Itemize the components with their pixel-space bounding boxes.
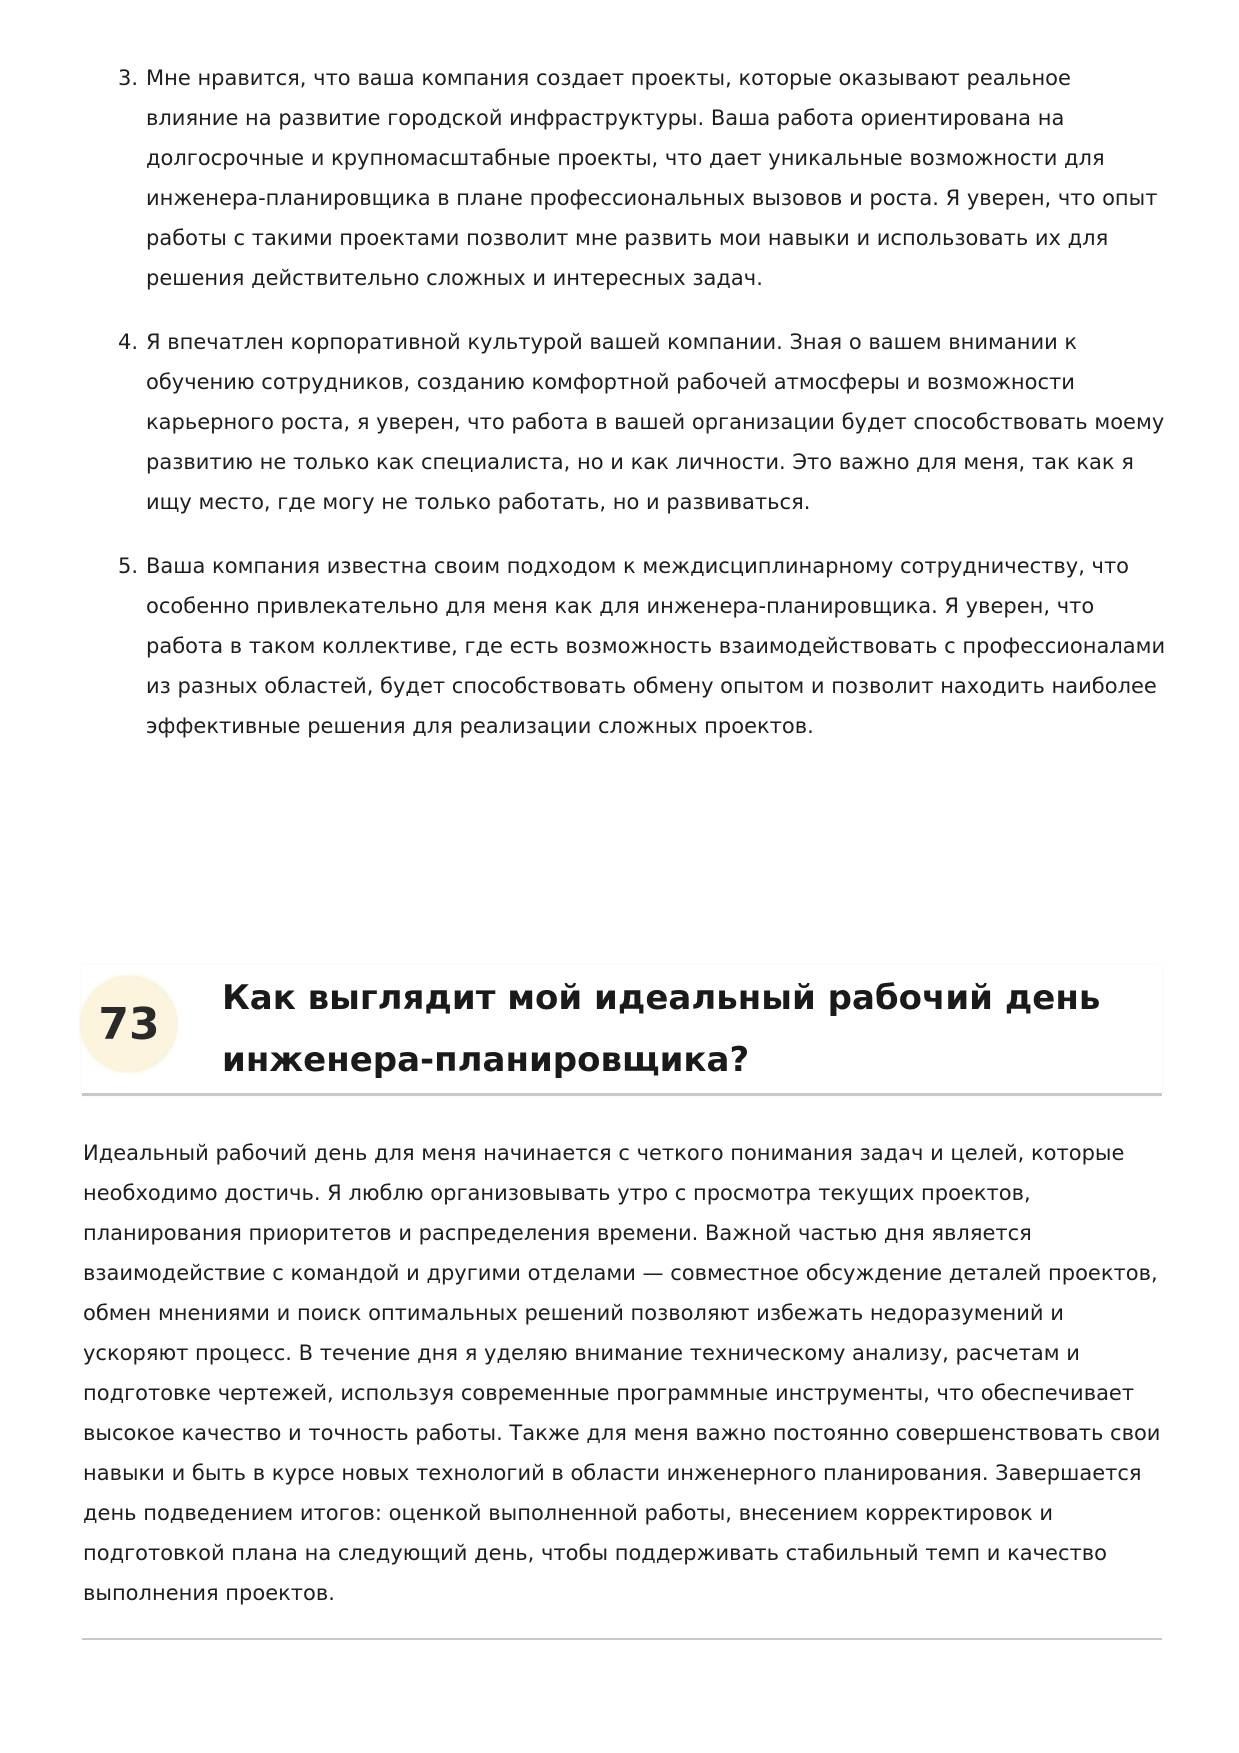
list-item: [0, 58, 1239, 298]
list-item-text: Мне нравится, что ваша компания создает проекты, которые оказывают реальное влияние на развитие городской инфраструктуры. Ваша работа ориентирована на долгосрочные и крупномасштабные проекты, что дает уникальные возможности для инженера-планировщика в плане профессиональных вызовов и роста. Я уверен, что опыт работы с такими проектами позволит мне развить мои навыки и использовать их для решения действительно сложных и интересных задач.: [146, 66, 1158, 290]
list-item-number: 3.: [118, 66, 139, 90]
list-item-text: Ваша компания известна своим подходом к междисциплинарному сотрудничеству, что особенно привлекательно для меня как для инженера-планировщика. Я уверен, что работа в таком коллективе, где есть возможность взаимодействовать с профессионалами из разных областей, будет способствовать обмену опытом и позволит находить наиболее эффективные решения для реализации сложных проектов.: [146, 554, 1166, 738]
list-item: [0, 322, 1239, 522]
section-divider: [82, 1638, 1162, 1640]
question-title: Как выглядит мой идеальный рабочий день инженера-планировщика?: [222, 978, 1101, 1080]
question-header: [82, 965, 1162, 1096]
reasons-list: [0, 58, 1239, 770]
answer-paragraph: Идеальный рабочий день для меня начинается с четкого понимания задач и целей, которые необходимо достичь. Я люблю организовывать утро с просмотра текущих проектов, планирования приоритетов и распределения времени. Важной частью дня является взаимодействие с командой и другими отделами — совместное обсуждение деталей проектов, обмен мнениями и поиск оптимальных решений позволяют избежать недоразумений и ускоряют процесс. В течение дня я уделяю внимание техническому анализу, расчетам и подготовке чертежей, используя современные программные инструменты, что обеспечивает высокое качество и точность работы. Также для меня важно постоянно совершенствовать свои навыки и быть в курсе новых технологий в области инженерного планирования. Завершается день подведением итогов: оценкой выполненной работы, внесением корректировок и подготовкой плана на следующий день, чтобы поддерживать стабильный темп и качество выполнения проектов.: [83, 1141, 1161, 1605]
question-number-badge: 73: [82, 977, 176, 1071]
list-item-number: 4.: [118, 330, 139, 354]
list-item: [0, 546, 1239, 746]
list-item-text: Я впечатлен корпоративной культурой вашей компании. Зная о вашем внимании к обучению сотрудников, созданию комфортной рабочей атмосферы и возможности карьерного роста, я уверен, что работа в вашей организации будет способствовать моему развитию не только как специалиста, но и как личности. Это важно для меня, так как я ищу место, где могу не только работать, но и развиваться.: [146, 330, 1165, 514]
list-item-number: 5.: [118, 554, 139, 578]
